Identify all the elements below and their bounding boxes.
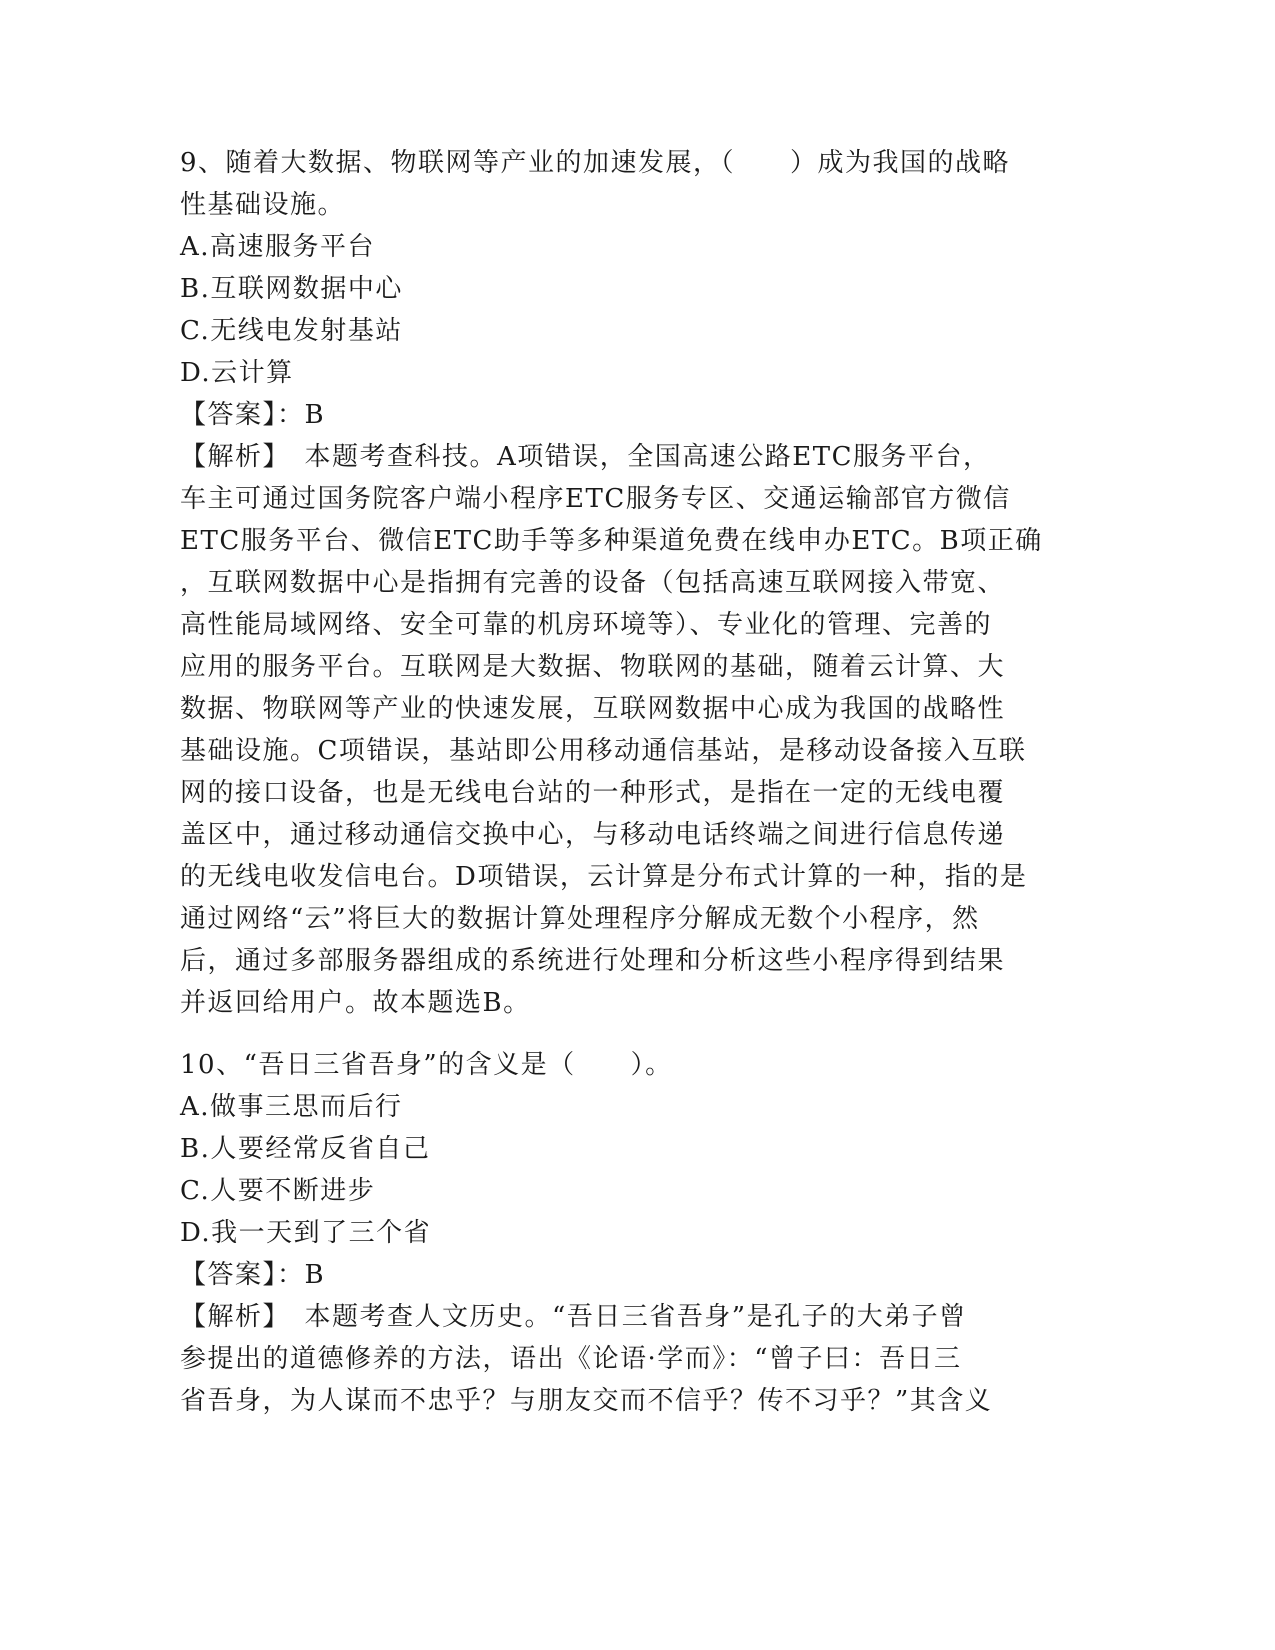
question-stem: 9、随着大数据、物联网等产业的加速发展，（ ）成为我国的战略	[180, 148, 1011, 178]
question-stem: 10、“吾日三省吾身”的含义是（ ）。	[180, 1050, 673, 1080]
explanation-line: 高性能局域网络、安全可靠的机房环境等）、专业化的管理、完善的	[180, 610, 993, 640]
option-b: B.人要经常反省自己	[180, 1134, 431, 1164]
explanation-line: 参提出的道德修养的方法，语出《论语·学而》：“曾子曰：吾日三	[180, 1344, 962, 1374]
explanation-line: ，互联网数据中心是指拥有完善的设备（包括高速互联网接入带宽、	[180, 568, 1006, 598]
option-c: C.无线电发射基站	[180, 316, 403, 346]
question-9	[180, 142, 1080, 1024]
answer: 【答案】：B	[180, 1260, 326, 1290]
explanation-line: 并返回给用户。故本题选B。	[180, 988, 531, 1018]
explanation-line: 【解析】 本题考查人文历史。“吾日三省吾身”是孔子的大弟子曾	[180, 1302, 967, 1332]
explanation-line: 应用的服务平台。互联网是大数据、物联网的基础，随着云计算、大	[180, 652, 1006, 682]
answer: 【答案】：B	[180, 400, 326, 430]
explanation-line: 盖区中，通过移动通信交换中心，与移动电话终端之间进行信息传递	[180, 820, 1006, 850]
explanation-line: 基础设施。C项错误，基站即公用移动通信基站，是移动设备接入互联	[180, 736, 1027, 766]
explanation-line: ETC服务平台、微信ETC助手等多种渠道免费在线申办ETC。B项正确	[180, 526, 1043, 556]
explanation-line: 车主可通过国务院客户端小程序ETC服务专区、交通运输部官方微信	[180, 484, 1011, 514]
question-spacer	[180, 1024, 1080, 1044]
explanation-line: 省吾身，为人谋而不忠乎？与朋友交而不信乎？传不习乎？”其含义	[180, 1386, 993, 1416]
explanation-line: 【解析】 本题考查科技。A项错误，全国高速公路ETC服务平台，	[180, 442, 991, 472]
option-b: B.互联网数据中心	[180, 274, 403, 304]
option-c: C.人要不断进步	[180, 1176, 376, 1206]
document-page	[180, 142, 1080, 1422]
question-stem: 性基础设施。	[180, 190, 346, 220]
explanation-line: 数据、物联网等产业的快速发展，互联网数据中心成为我国的战略性	[180, 694, 1006, 724]
explanation-line: 后，通过多部服务器组成的系统进行处理和分析这些小程序得到结果	[180, 946, 1006, 976]
option-a: A.做事三思而后行	[180, 1092, 403, 1122]
explanation-line: 通过网络“云”将巨大的数据计算处理程序分解成无数个小程序，然	[180, 904, 980, 934]
option-a: A.高速服务平台	[180, 232, 376, 262]
explanation-line: 的无线电收发信电台。D项错误，云计算是分布式计算的一种，指的是	[180, 862, 1028, 892]
question-10	[180, 1044, 1080, 1422]
option-d: D.云计算	[180, 358, 294, 388]
explanation-line: 网的接口设备，也是无线电台站的一种形式，是指在一定的无线电覆	[180, 778, 1006, 808]
option-d: D.我一天到了三个省	[180, 1218, 432, 1248]
